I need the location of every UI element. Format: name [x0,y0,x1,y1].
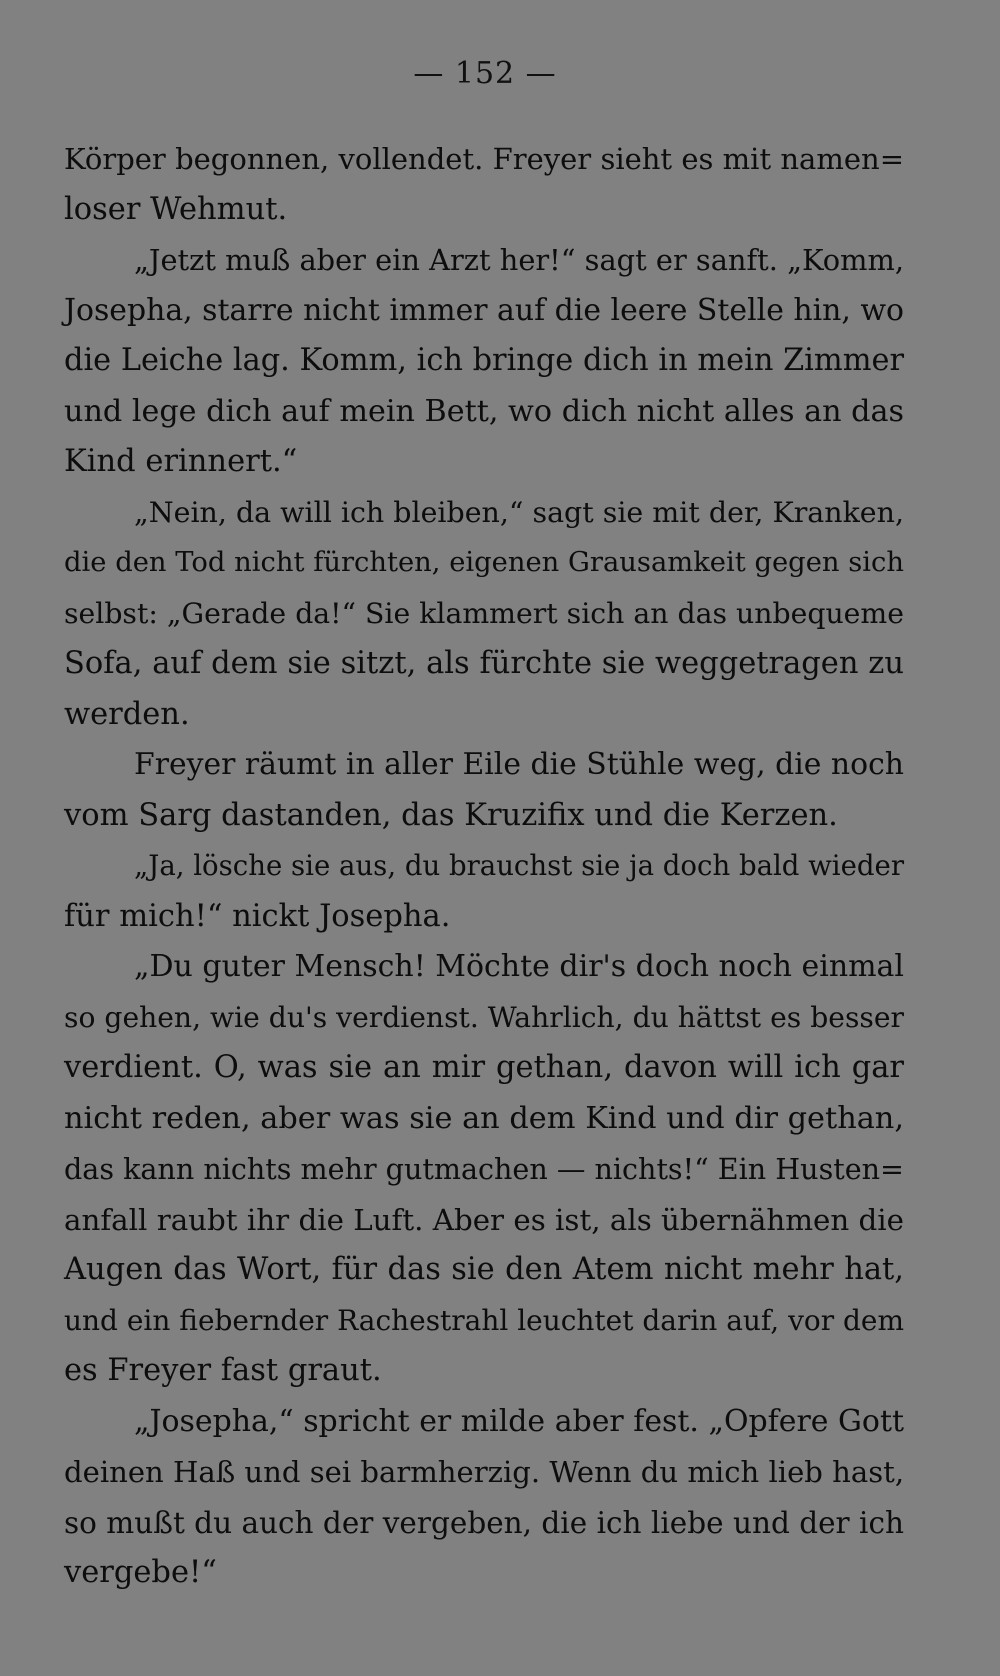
text-line: nicht reden, aber was sie an dem Kind und dir gethan, [64,1100,904,1136]
text-line: „Du guter Mensch! Möchte dir's doch noch einmal [134,949,904,984]
text-line: so gehen, wie du's verdienst. Wahrlich, du hättst es besser [64,1000,904,1034]
text-line: Kind erinnert.“ [64,444,298,479]
text-line: die Leiche lag. Komm, ich bringe dich in mein Zimmer [64,343,904,378]
text-line: Josepha, starre nicht immer auf die leere Stelle hin, wo [64,292,904,328]
text-line: loser Wehmut. [64,191,288,227]
text-line: vom Sarg dastanden, das Kruzifix und die Kerzen. [64,797,838,833]
text-line: deinen Haß und sei barmherzig. Wenn du mich lieb hast, [64,1455,905,1489]
text-line: und lege dich auf mein Bett, wo dich nicht alles an das [64,393,904,429]
text-line: „Ja, lösche sie aus, du brauchst sie ja doch bald wieder [134,850,904,882]
text-line: werden. [64,696,190,732]
text-line: selbst: „Gerade da!“ Sie klammert sich an das unbequeme [64,596,904,630]
text-line: die den Tod nicht fürchten, eigenen Grausamkeit gegen sich [64,547,904,578]
text-line: Augen das Wort, für das sie den Atem nicht mehr hat, [64,1252,904,1287]
page-number: — 152 — [413,56,557,91]
text-line: „Jetzt muß aber ein Arzt her!“ sagt er sanft. „Komm, [134,243,904,277]
text-line: Freyer räumt in aller Eile die Stühle weg, die noch [134,747,904,782]
text-line: verdient. O, was sie an mir gethan, davon will ich gar [64,1050,904,1085]
text-line: „Nein, da will ich bleiben,“ sagt sie mit der, Kranken, [134,495,904,529]
text-line: Körper begonnen, vollendet. Freyer sieht es mit namen= [64,142,904,176]
text-line: das kann nichts mehr gutmachen — nichts!“ Ein Husten= [64,1152,904,1186]
body-text [64,134,904,1599]
text-line: Sofa, auf dem sie sitzt, als fürchte sie weggetragen zu [64,646,904,681]
text-line: für mich!“ nickt Josepha. [64,898,451,934]
text-line: so mußt du auch der vergeben, die ich liebe und der ich [64,1505,904,1540]
text-line: „Josepha,“ spricht er milde aber fest. „Opfere Gott [134,1403,904,1439]
text-line: vergebe!“ [64,1555,217,1590]
text-line: es Freyer fast graut. [64,1353,382,1388]
text-line: und ein fiebernder Rachestrahl leuchtet darin auf, vor dem [64,1303,904,1337]
text-line: anfall raubt ihr die Luft. Aber es ist, als übernähmen die [64,1202,904,1237]
